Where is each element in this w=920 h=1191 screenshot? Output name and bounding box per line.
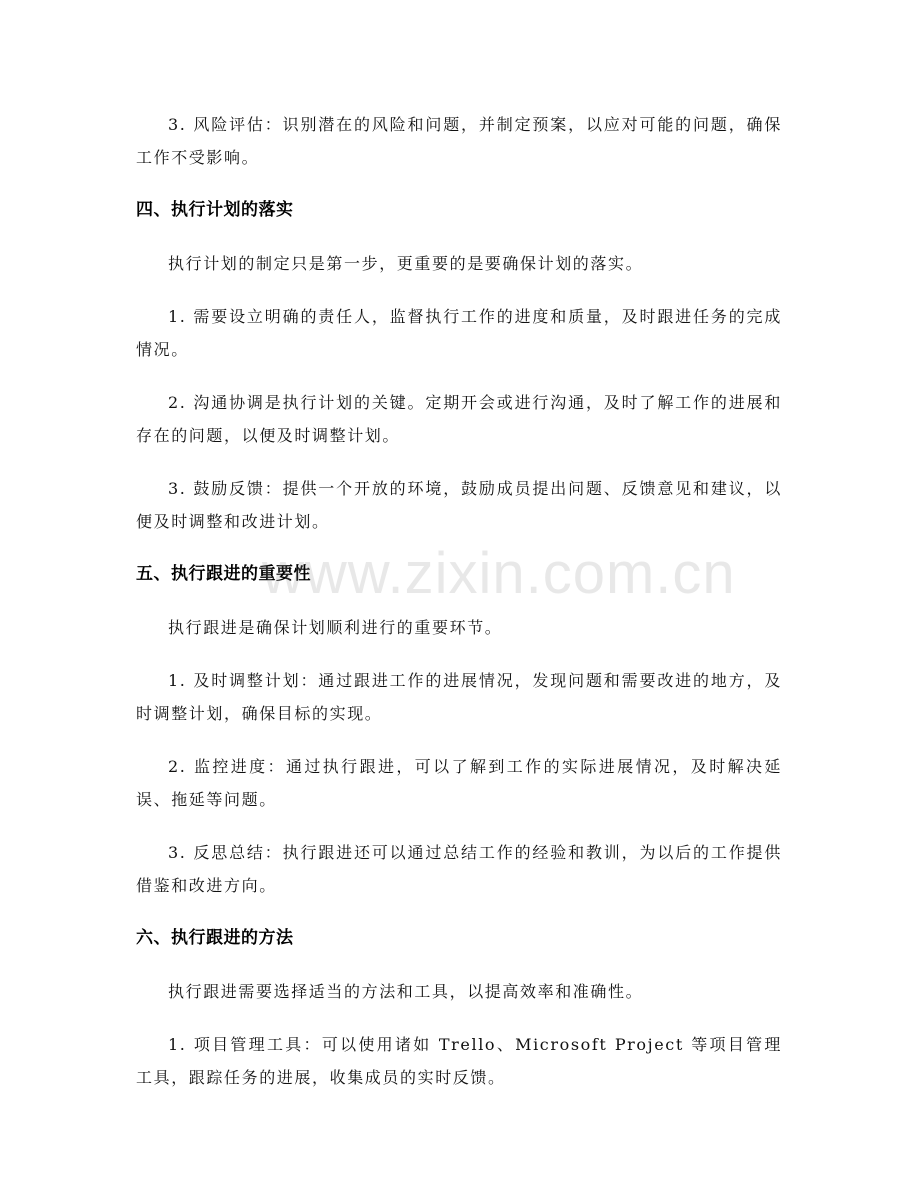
section-heading-5: 五、执行跟进的重要性 — [136, 564, 311, 584]
section-4-item-3: 3. 鼓励反馈：提供一个开放的环境，鼓励成员提出问题、反馈意见和建议，以便及时调整和改进计划。 — [136, 479, 782, 531]
section-5-item-3: 3. 反思总结：执行跟进还可以通过总结工作的经验和教训，为以后的工作提供借鉴和改进方向。 — [136, 843, 782, 895]
watermark-text: www.zixin.com.cn — [262, 541, 736, 606]
section-4-item-1: 1. 需要设立明确的责任人，监督执行工作的进度和质量，及时跟进任务的完成情况。 — [136, 307, 782, 359]
section-6-intro: 执行跟进需要选择适当的方法和工具，以提高效率和准确性。 — [168, 982, 644, 1001]
section-heading-6: 六、执行跟进的方法 — [136, 928, 294, 948]
section-5-item-2: 2. 监控进度：通过执行跟进，可以了解到工作的实际进展情况，及时解决延误、拖延等问题。 — [136, 757, 782, 809]
paragraph-risk-assessment: 3. 风险评估：识别潜在的风险和问题，并制定预案，以应对可能的问题，确保工作不受影响。 — [136, 115, 782, 167]
section-6-item-1: 1. 项目管理工具：可以使用诸如 Trello、Microsoft Project 等项目管理工具，跟踪任务的进展，收集成员的实时反馈。 — [136, 1035, 782, 1087]
section-5-item-1: 1. 及时调整计划：通过跟进工作的进展情况，发现问题和需要改进的地方，及时调整计划，确保目标的实现。 — [136, 671, 782, 723]
section-4-item-2: 2. 沟通协调是执行计划的关键。定期开会或进行沟通，及时了解工作的进展和存在的问题，以便及时调整计划。 — [136, 393, 782, 445]
section-4-intro: 执行计划的制定只是第一步，更重要的是要确保计划的落实。 — [168, 254, 644, 273]
section-5-intro: 执行跟进是确保计划顺利进行的重要环节。 — [168, 618, 503, 637]
section-heading-4: 四、执行计划的落实 — [136, 200, 294, 220]
